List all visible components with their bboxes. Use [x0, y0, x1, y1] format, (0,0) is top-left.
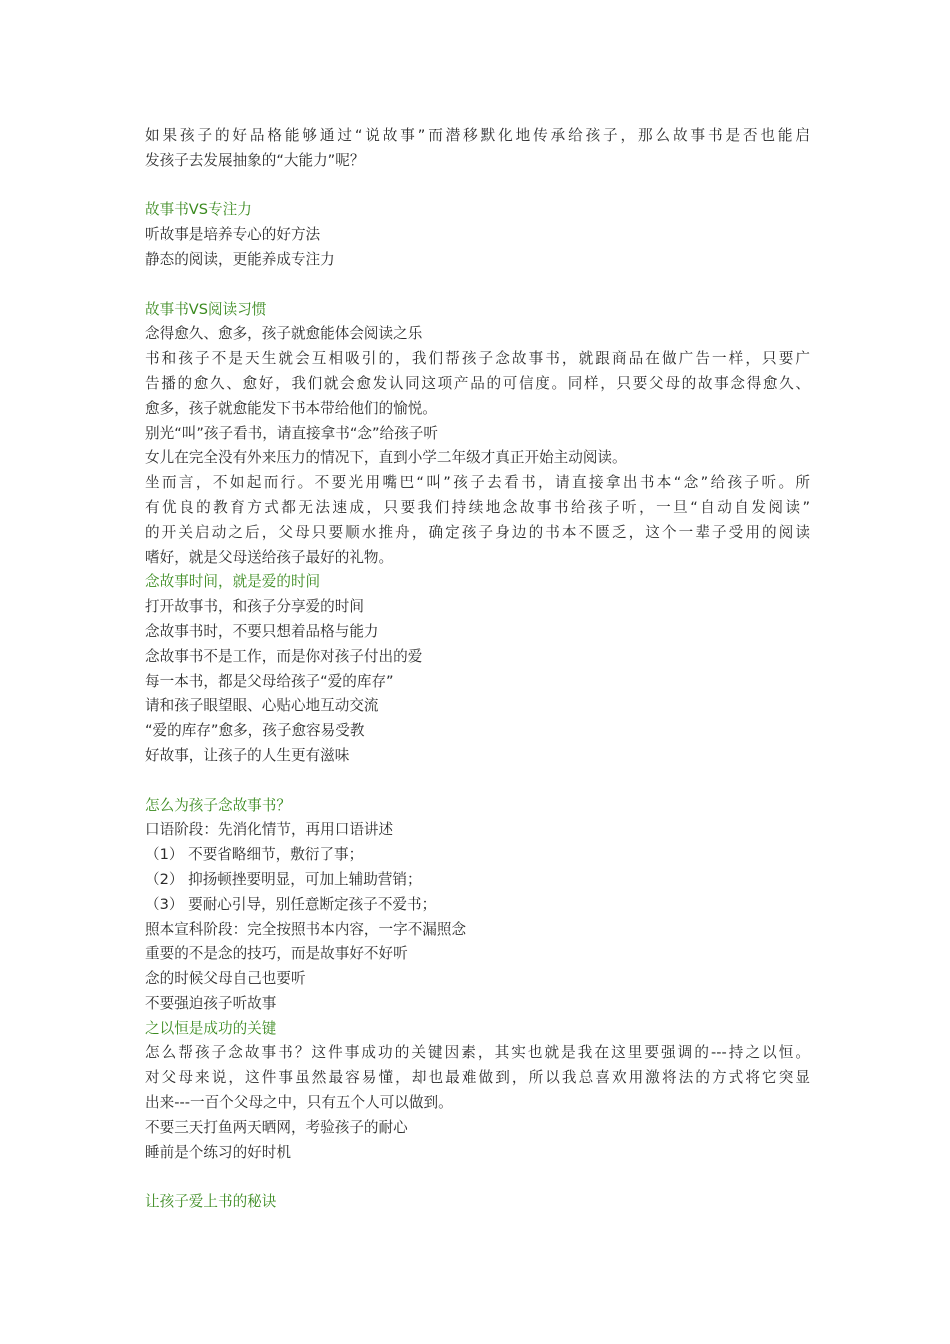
body-line: 念故事书不是工作，而是你对孩子付出的爱	[145, 647, 423, 665]
body-line: 告播的愈久、愈好，我们就会愈发认同这项产品的可信度。同样，只要父母的故事念得愈久、	[145, 374, 810, 392]
body-line: 念故事书时，不要只想着品格与能力	[145, 622, 379, 640]
body-line: 睡前是个练习的好时机	[145, 1143, 291, 1161]
body-line: 怎么帮孩子念故事书？这件事成功的关键因素，其实也就是我在这里要强调的---持之以恒。	[145, 1044, 810, 1062]
body-line: 坐而言，不如起而行。不要光用嘴巴“叫”孩子去看书，请直接拿出书本“念”给孩子听。所	[145, 474, 810, 492]
body-line: （3） 要耐心引导，别任意断定孩子不爱书；	[145, 895, 437, 913]
body-line: 重要的不是念的技巧，而是故事好不好听	[145, 945, 408, 963]
body-line: 对父母来说，这件事虽然最容易懂，却也最难做到，所以我总喜欢用激将法的方式将它突显	[145, 1069, 810, 1087]
body-line: 别光“叫”孩子看书，请直接拿书“念”给孩子听	[145, 424, 438, 442]
body-line: 打开故事书，和孩子分享爱的时间	[145, 598, 364, 616]
body-line: 有优良的教育方式都无法速成，只要我们持续地念故事书给孩子听，一旦“自动自发阅读”	[145, 498, 810, 516]
body-line: 照本宣科阶段：完全按照书本内容，一字不漏照念	[145, 920, 467, 938]
body-line: 嗜好，就是父母送给孩子最好的礼物。	[145, 548, 394, 566]
intro-line: 发孩子去发展抽象的“大能力”呢？	[145, 151, 365, 169]
body-line: 不要三天打鱼两天晒网，考验孩子的耐心	[145, 1118, 408, 1136]
section-heading: 故事书VS专注力	[145, 201, 252, 219]
body-line: 出来---一百个父母之中，只有五个人可以做到。	[145, 1094, 453, 1112]
body-line: 口语阶段：先消化情节，再用口语讲述	[145, 821, 394, 839]
body-line: “爱的库存”愈多，孩子愈容易受教	[145, 722, 365, 740]
section-heading: 怎么为孩子念故事书？	[145, 796, 291, 814]
document-page	[145, 124, 810, 1215]
body-line: 念的时候父母自己也要听	[145, 970, 306, 988]
body-line: 念得愈久、愈多，孩子就愈能体会阅读之乐	[145, 325, 423, 343]
intro-line: 如果孩子的好品格能够通过“说故事”而潜移默化地传承给孩子，那么故事书是否也能启	[145, 127, 810, 144]
spacer	[145, 1165, 810, 1190]
body-line: 每一本书，都是父母给孩子“爱的库存”	[145, 672, 394, 690]
section-heading: 之以恒是成功的关键	[145, 1019, 277, 1037]
body-line: （2） 抑扬顿挫要明显，可加上辅助营销；	[145, 870, 422, 888]
body-line: 听故事是培养专心的好方法	[145, 226, 321, 244]
section-heading: 让孩子爱上书的秘诀	[145, 1193, 277, 1211]
spacer	[145, 273, 810, 298]
body-line: 静态的阅读，更能养成专注力	[145, 250, 335, 268]
body-line: 女儿在完全没有外来压力的情况下，直到小学二年级才真正开始主动阅读。	[145, 449, 627, 467]
body-line: 愈多，孩子就愈能发下书本带给他们的愉悦。	[145, 399, 437, 417]
spacer	[145, 769, 810, 794]
body-line: 书和孩子不是天生就会互相吸引的，我们帮孩子念故事书，就跟商品在做广告一样，只要广	[145, 350, 810, 368]
body-line: 的开关启动之后，父母只要顺水推舟，确定孩子身边的书本不匮乏，这个一辈子受用的阅读	[145, 523, 810, 541]
body-line: 请和孩子眼望眼、心贴心地互动交流	[145, 697, 379, 715]
section-heading: 故事书VS阅读习惯	[145, 300, 267, 318]
section-heading: 念故事时间，就是爱的时间	[145, 573, 321, 591]
body-line: 好故事，让孩子的人生更有滋味	[145, 746, 350, 764]
body-line: 不要强迫孩子听故事	[145, 994, 277, 1012]
spacer	[145, 174, 810, 199]
body-line: （1） 不要省略细节，敷衍了事；	[145, 846, 364, 864]
